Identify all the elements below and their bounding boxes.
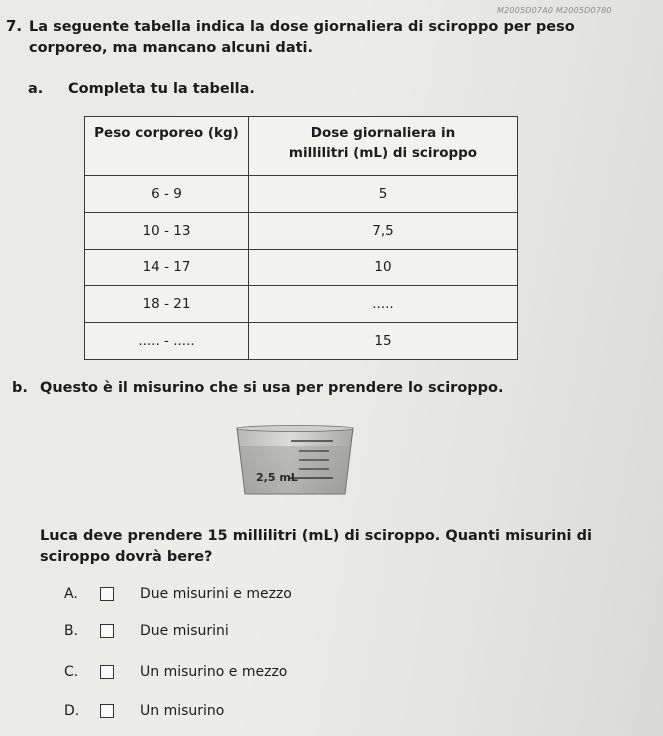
dose-cell: 7,5 bbox=[249, 212, 518, 249]
table-row bbox=[85, 286, 518, 323]
part-a-instruction: Completa tu la tabella. bbox=[68, 81, 255, 97]
option-text: Un misurino e mezzo bbox=[140, 664, 288, 680]
dose-table bbox=[84, 116, 518, 360]
question-b-text: Luca deve prendere 15 millilitri (mL) di sciroppo. Quanti misurini di sciroppo dovrà bere? bbox=[40, 528, 592, 565]
measuring-cup-icon bbox=[233, 424, 357, 496]
header-dose: Dose giornaliera in millilitri (mL) di sciroppo bbox=[249, 117, 518, 176]
question-text: La seguente tabella indica la dose giornaliera di sciroppo per peso corporeo, ma mancano alcuni dati. bbox=[29, 19, 575, 56]
question-number: 7. bbox=[6, 17, 23, 35]
dose-blank-cell[interactable]: ..... bbox=[249, 286, 518, 323]
table-row bbox=[85, 176, 518, 213]
weight-cell: 10 - 13 bbox=[85, 212, 249, 249]
table-row bbox=[85, 212, 518, 249]
weight-cell: 6 - 9 bbox=[85, 176, 249, 213]
option-b-checkbox[interactable] bbox=[100, 624, 114, 638]
cup-measure-label: 2,5 mL bbox=[256, 471, 298, 484]
weight-cell: 14 - 17 bbox=[85, 249, 249, 286]
option-d-checkbox[interactable] bbox=[100, 704, 114, 718]
option-text: Un misurino bbox=[140, 703, 225, 719]
part-b-letter: b. bbox=[12, 380, 28, 396]
part-b-text: Questo è il misurino che si usa per prendere lo sciroppo. bbox=[40, 380, 504, 396]
weight-blank-cell[interactable]: ..... - ..... bbox=[85, 323, 249, 360]
table-header-row bbox=[85, 117, 518, 176]
dose-cell: 15 bbox=[249, 323, 518, 360]
option-text: Due misurini e mezzo bbox=[140, 586, 292, 602]
table-row bbox=[85, 323, 518, 360]
part-a-letter: a. bbox=[28, 81, 44, 97]
option-letter: D. bbox=[64, 703, 80, 719]
option-letter: A. bbox=[64, 586, 78, 602]
dose-cell: 10 bbox=[249, 249, 518, 286]
option-text: Due misurini bbox=[140, 623, 229, 639]
option-letter: B. bbox=[64, 623, 79, 639]
booklet-code: M2005D07A0 M2005D0780 bbox=[497, 6, 612, 15]
option-a-checkbox[interactable] bbox=[100, 587, 114, 601]
weight-cell: 18 - 21 bbox=[85, 286, 249, 323]
header-weight: Peso corporeo (kg) bbox=[85, 117, 249, 176]
option-letter: C. bbox=[64, 664, 79, 680]
table-row bbox=[85, 249, 518, 286]
option-c-checkbox[interactable] bbox=[100, 665, 114, 679]
dose-cell: 5 bbox=[249, 176, 518, 213]
